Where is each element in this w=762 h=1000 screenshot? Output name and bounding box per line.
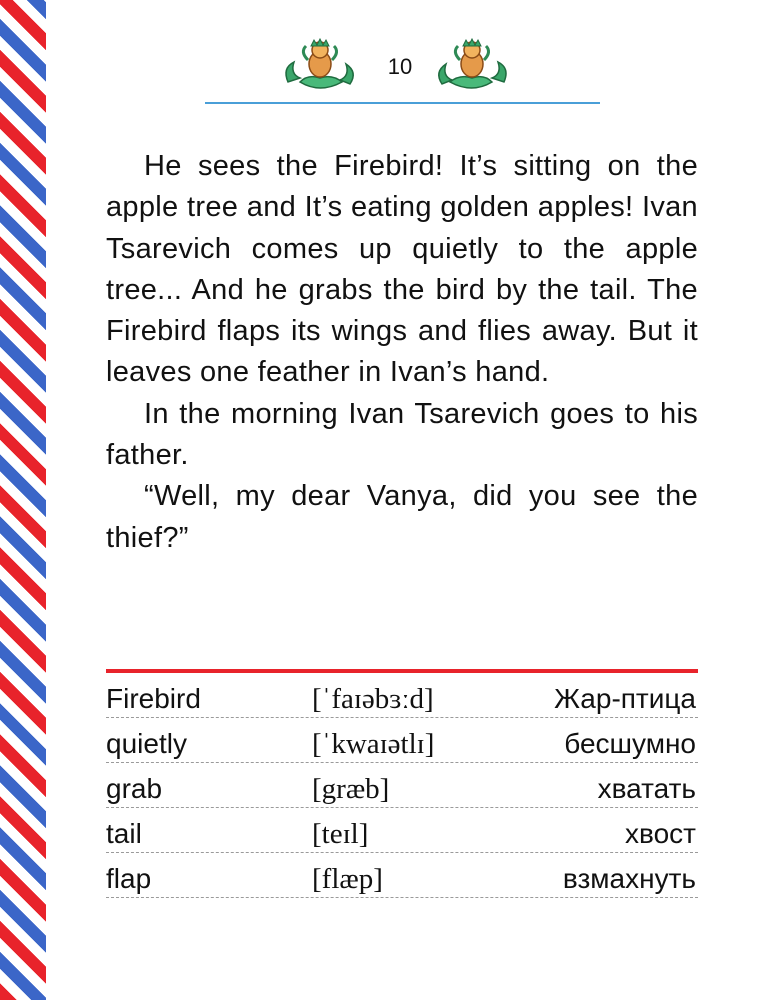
vocab-transcription: [ˈfaɪəbɜːd] xyxy=(312,683,434,715)
vocab-translation: взмахнуть xyxy=(562,863,696,894)
vocab-transcription: [flæp] xyxy=(312,863,383,895)
page-number: 10 xyxy=(387,54,413,79)
vocabulary-row xyxy=(106,763,698,808)
mermaid-ornament-icon xyxy=(280,38,360,94)
story-paragraph: In the morning Ivan Tsarevich goes to his father. xyxy=(106,397,698,472)
vocabulary-row xyxy=(106,808,698,853)
vocab-word: flap xyxy=(106,863,152,894)
vocab-translation: бесшумно xyxy=(564,728,696,759)
vocab-transcription: [græb] xyxy=(312,773,390,805)
story-paragraph: “Well, my dear Vanya, did you see the thief?” xyxy=(106,480,698,554)
striped-border-decoration xyxy=(0,0,46,1000)
story-paragraph: He sees the Firebird! It’s sitting on the apple tree and It’s eating golden apples! Ivan Tsarevich comes up quietly to the apple tree... And he grabs the bird by the tail. The Firebird flaps its wings and flies away. But it leaves one feather in Ivan’s hand. xyxy=(106,150,698,389)
page-header xyxy=(280,38,520,94)
vocab-word: Firebird xyxy=(106,683,201,714)
header-divider xyxy=(205,102,600,104)
vocabulary-row xyxy=(106,718,698,763)
vocabulary-row xyxy=(106,673,698,718)
vocab-transcription: [ˈkwaɪətlɪ] xyxy=(312,728,435,760)
vocab-translation: хватать xyxy=(597,773,696,804)
vocabulary-table xyxy=(106,669,698,898)
vocabulary-row xyxy=(106,853,698,898)
vocab-transcription: [teɪl] xyxy=(312,818,369,850)
story-text xyxy=(106,146,698,559)
vocab-word: tail xyxy=(106,818,142,849)
vocab-translation: Жар-птица xyxy=(554,683,696,714)
mermaid-ornament-icon xyxy=(432,38,512,94)
vocab-word: quietly xyxy=(106,728,187,759)
vocab-translation: хвост xyxy=(625,818,696,849)
vocab-word: grab xyxy=(106,773,163,804)
